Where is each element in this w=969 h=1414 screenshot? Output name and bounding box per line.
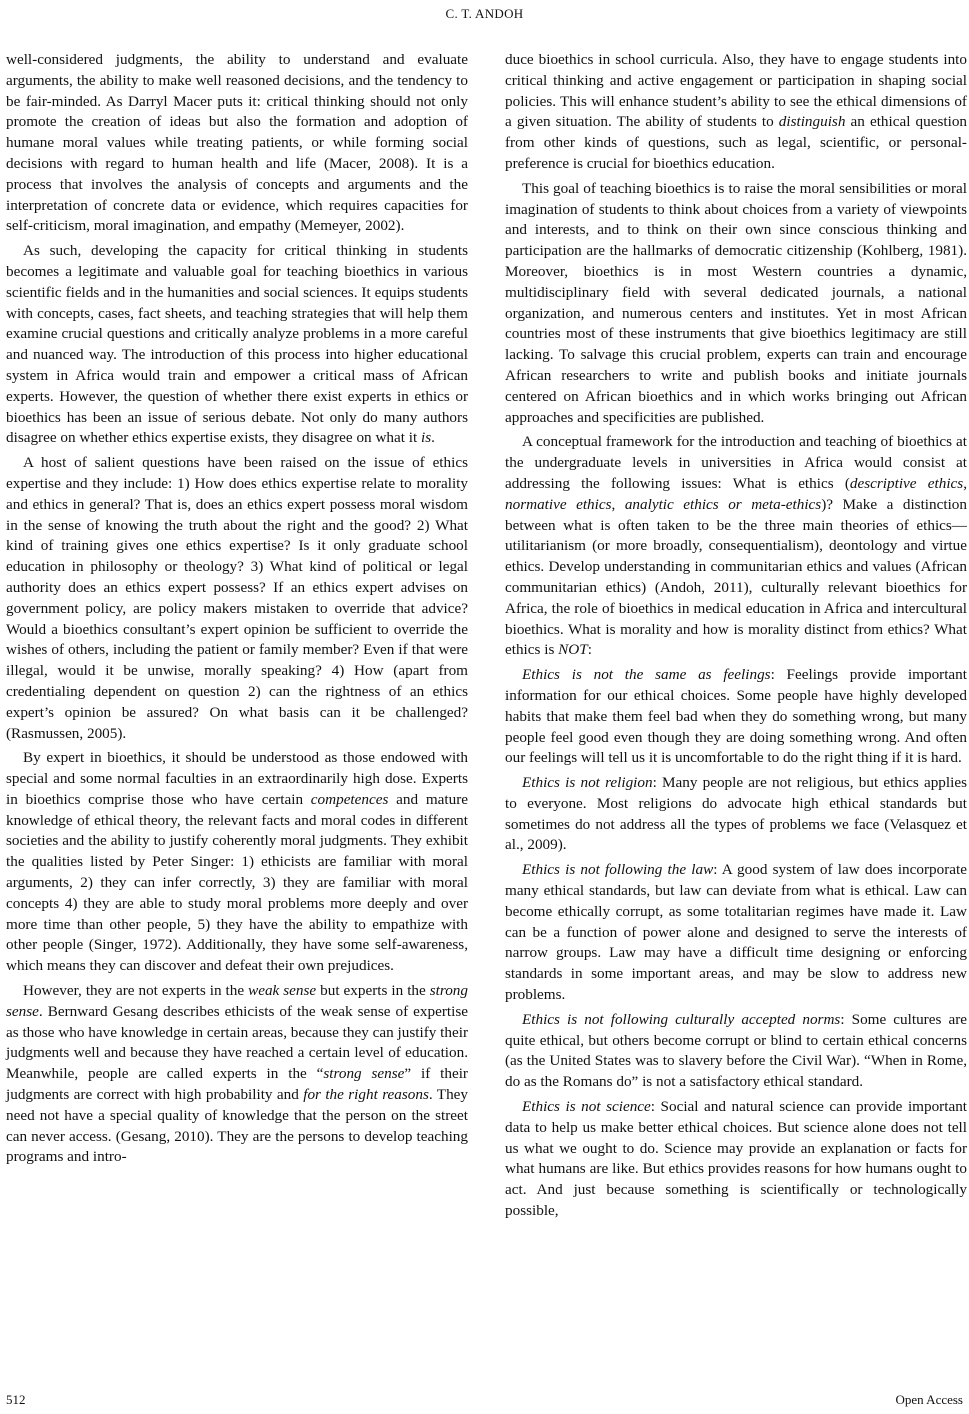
text-run: but experts in the	[316, 982, 430, 1000]
text-run: an ethical question from other kinds of questions, such as legal, scientific, or personal-preference is crucial for bioethics education.	[505, 113, 968, 172]
paragraph	[6, 748, 468, 977]
text-run: However, they are not experts in the	[23, 982, 249, 1000]
text-run: : Social and natural science can provide important data to help us make better ethical choices. But science alone does not tell us what we ought to do. Science may provide an explanation or facts for what humans are like. But ethics provides reasons for how humans ought to act. And just because something is scientifically or technologically possible,	[505, 1098, 968, 1220]
text-run: A host of salient questions have been raised on the issue of ethics expertise and they include: 1) How does ethics expertise relate to morality and ethics in general? That is, does an ethics expert possess moral wisdom in the sense of knowing the truth about the right and the good? 2) What kind of training gives one ethics expertise? Is it only graduate school education in philosophy or theology? 3) What kind of political or legal authority does an ethics expert possess? If an ethics expert advises on government policy, are policy makers mistaken to override that advice? Would a bioethics consultant’s expert opinion be sufficient to override the wishes of others, including the patient or family member? Even if that were illegal, would it be unwise, morally speaking? 4) How (apart from credentialing dependent on question 2) can the rightness of an ethics expert’s opinion be assured? On what basis can it be challenged? (Rasmussen, 2005).	[6, 454, 468, 742]
italic-text: descriptive ethics	[849, 474, 964, 492]
journal-label: Open Access	[895, 1392, 963, 1407]
left-column	[6, 50, 468, 1172]
text-run: .	[431, 429, 435, 447]
right-column	[505, 50, 967, 1226]
text-run: As such, developing the capacity for critical thinking in students becomes a legitimate and valuable goal for teaching bioethics in various scientific fields and in the humanities and social sciences. It equips students with concepts, cases, fact sheets, and teaching strategies that will help them examine crucial questions and critically analyze problems in a more careful and nuanced way. The introduction of this process into higher educational system in Africa would train and empower a critical mass of African experts. However, the question of whether there exist experts in ethics or bioethics has been an issue of serious debate. Not only do many authors disagree on whether ethics expertise exists, they disagree on what it	[6, 242, 468, 447]
text-run: : Many people are not religious, but ethics applies to everyone. Most religions do advocate high ethical standards but sometimes do not address all the types of problems we face (Velasquez et al., 2009).	[505, 774, 967, 854]
running-head: C. T. ANDOH	[445, 6, 524, 21]
text-run: A conceptual framework for the introduction and teaching of bioethics at the undergraduate levels in universities in Africa would consist at addressing the following issues: What is ethics (	[505, 433, 967, 492]
paragraph	[505, 665, 967, 769]
text-run: )? Make a distinction between what is often taken to be the three main theories of ethics—utilitarianism (or more broadly, consequentialism), deontology and virtue ethics. Develop understanding in communitarian ethics and values (African communitarian ethics) (Andoh, 2011), culturally relevant bioethics for Africa, the role of bioethics in medical education in Africa and intercultural bioethics. What is morality and how is morality distinct from ethics? What ethics is	[505, 495, 967, 659]
italic-text: Ethics is not following culturally accepted norms	[522, 1010, 841, 1028]
paragraph	[6, 241, 468, 449]
italic-text: strong sense	[6, 982, 468, 1020]
italic-text: Ethics is not religion	[522, 774, 653, 792]
paragraph	[505, 50, 967, 175]
italic-text: Ethics is not the same as feelings	[522, 666, 771, 684]
italic-text: Ethics is not science	[522, 1098, 651, 1116]
italic-text: competences	[310, 790, 389, 808]
paragraph	[505, 432, 967, 661]
italic-text: NOT	[558, 641, 588, 659]
text-run: This goal of teaching bioethics is to raise the moral sensibilities or moral imagination of students to think about choices from a variety of viewpoints and interests, and to think on their own since conscious thinking and participation are the hallmarks of democratic citizenship (Kohlberg, 1981). Moreover, bioethics is in most Western countries a dynamic, multidisciplinary field with several dedicated journals, a national organization, and numerous centers and institutes. Yet in most African countries most of these instruments that give bioethics legitimacy are still lacking. To salvage this crucial problem, experts can train and encourage African researchers to write and publish books and initiate journals centered on African bioethics and in which works bringing out African approaches and specificities are published.	[505, 179, 967, 426]
paragraph	[505, 860, 967, 1006]
text-run: : Some cultures are quite ethical, but others become corrupt or blind to certain ethical concerns (as the United States was to slavery before the Civil War). “When in Rome, do as the Romans do” is not a satisfactory ethical standard.	[505, 1010, 968, 1091]
italic-text: analytic ethics or meta-ethics	[624, 495, 822, 513]
text-run: . Bernward Gesang describes ethicists of the weak sense of expertise as those who have knowledge in certain areas, because they can justify their judgments well and because they have reached a certain level of education. Meanwhile, people are called experts in the “	[6, 1002, 468, 1083]
paragraph	[505, 773, 967, 856]
text-run: . They need not have a special quality of knowledge that the person on the street can never access. (Gesang, 2010). They are the persons to develop teaching programs and intro-	[6, 1086, 469, 1166]
paragraph	[505, 1097, 967, 1222]
text-run: :	[587, 641, 592, 659]
italic-text: is	[421, 429, 432, 447]
text-run: and mature knowledge of ethical theory, the relevant facts and moral codes in different societies and the ability to justify coherently moral judgments. They exhibit the qualities listed by Peter Singer: 1) ethicists are familiar with moral arguments, 2) they can infer correctly, 3) they are familiar with moral concepts 4) they are able to study moral problems more deeply and over more time than other people, 5) they have the ability to empathize with other people (Singer, 1972). Additionally, they have some self-awareness, which means they can discover and defeat their own prejudices.	[6, 790, 468, 975]
italic-text: for the right reasons	[303, 1086, 429, 1104]
italic-text: distinguish	[778, 113, 846, 131]
text-run: : Feelings provide important information for our ethical choices. Some people have highly developed habits that make them feel bad when they do something wrong, but many people feel good even though they are doing something wrong. And often our feelings will tell us it is uncomfortable to do the right thing if it is hard.	[505, 666, 967, 767]
italic-text: normative ethics	[505, 495, 612, 513]
italic-text: weak sense	[248, 982, 317, 1000]
text-run: well-considered judgments, the ability to understand and evaluate arguments, the ability to make well reasoned decisions, and the tendency to be fair-minded. As Darryl Macer puts it: critical thinking should not only promote the creation of ideas but also the formation and adoption of humane moral values while treating patients, or while forming social decisions with regard to human health and life (Macer, 2008). It is a process that involves the analysis of concepts and arguments and the interpretation of concrete data or evidence, which requires capacities for self-criticism, moral imagination, and empathy (Memeyer, 2002).	[6, 51, 468, 235]
page-number: 512	[6, 1392, 26, 1407]
text-run: By expert in bioethics, it should be understood as those endowed with special and some normal faculties in an extraordinarily high dose. Experts in bioethics comprise those who have certain	[6, 749, 468, 808]
paragraph	[6, 453, 468, 744]
text-run: ,	[611, 495, 625, 513]
paragraph	[505, 1010, 967, 1093]
text-run: ,	[963, 474, 967, 492]
paragraph	[6, 50, 468, 237]
paragraph	[505, 179, 967, 429]
text-run: duce bioethics in school curricula. Also, they have to engage students into critical thinking and active engagement or participation in shaping social policies. This will enhance student’s ability to see the ethical dimensions of a given situation. The ability of students to	[505, 51, 967, 131]
italic-text: Ethics is not following the law	[522, 861, 714, 879]
paragraph	[6, 981, 468, 1168]
text-run: ” if their judgments are correct with high probability and	[6, 1065, 468, 1104]
text-run: : A good system of law does incorporate many ethical standards, but law can deviate from what is ethical. Law can become ethically corrupt, as some totalitarian regimes have made it. Law can be a function of power alone and designed to serve the interests of narrow groups. Law may have a difficult time designing or enforcing standards in some important areas, and may be slow to address new problems.	[505, 861, 967, 1004]
italic-text: strong sense	[323, 1065, 405, 1083]
